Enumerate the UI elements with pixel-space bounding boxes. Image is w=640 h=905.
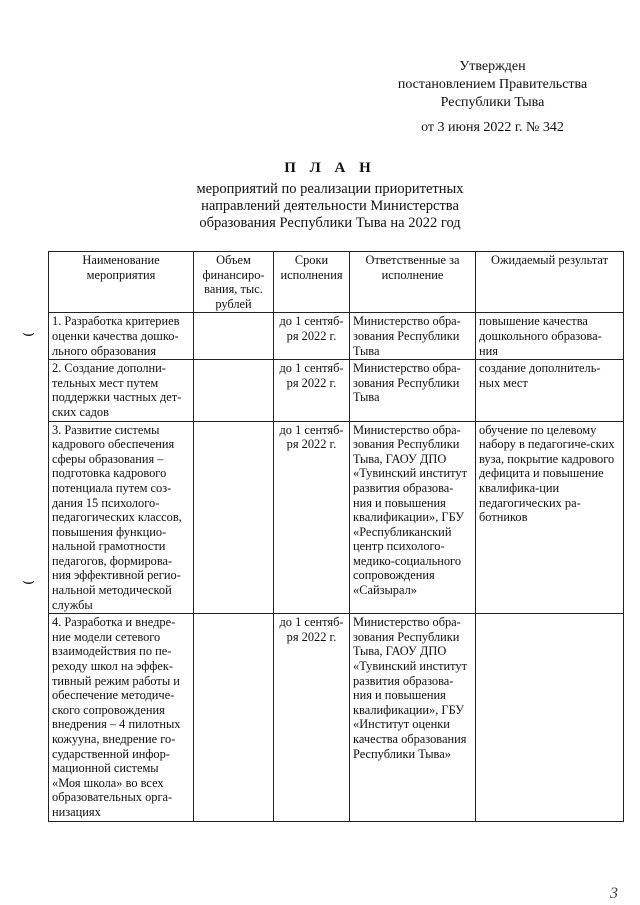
plan-heading xyxy=(140,160,520,232)
plan-subtitle-line-3: образования Республики Тыва на 2022 год xyxy=(199,215,461,231)
plan-table xyxy=(48,251,624,822)
header-result: Ожидаемый результат xyxy=(476,252,624,313)
cell-deadline: до 1 сентяб-ря 2022 г. xyxy=(274,360,350,421)
approval-line-2: постановлением Правительства xyxy=(397,77,588,92)
page-number: 3 xyxy=(610,885,618,902)
cell-deadline: до 1 сентяб-ря 2022 г. xyxy=(274,313,350,360)
table-header-row xyxy=(49,252,624,313)
cell-responsible: Министерство обра-зования Республики Тыва xyxy=(350,313,476,360)
plan-subtitle-line-2: направлений деятельности Министерства xyxy=(201,198,459,214)
header-responsible: Ответственные за исполнение xyxy=(350,252,476,313)
approval-block xyxy=(380,58,605,137)
cell-result: обучение по целевому набору в педагогиче-ских вуза, покрытие кадрового дефицита и повышение квалифика-ции педагогических ра-ботников xyxy=(476,421,624,614)
cell-name: 4. Разработка и внедре-ние модели сетевого взаимодействия по пе-реходу школ на эффек-тивный режим работы и обеспечение методиче-ского сопровождения внедрения – 4 пилотных кожууна, внедрение го-сударственной инфор-мационной системы «Моя школа» во всех образовательных орга-низациях xyxy=(49,614,194,821)
approval-line-3: Республики Тыва xyxy=(440,95,545,110)
cell-name: 2. Создание дополни-тельных мест путем поддержки частных дет-ских садов xyxy=(49,360,194,421)
cell-deadline: до 1 сентяб-ря 2022 г. xyxy=(274,421,350,614)
cell-name: 3. Развитие системы кадрового обеспечения сферы образования – подготовка кадрового потенциала путем соз-дания 15 психолого-педагогических классов, повышения функцио-нальной грамотности педагогов, формирова-ния эффективной регио-нальной методической службы xyxy=(49,421,194,614)
cell-funding xyxy=(194,313,274,360)
cell-responsible: Министерство обра-зования Республики Тыва xyxy=(350,360,476,421)
margin-mark: ⌣ xyxy=(22,570,36,592)
cell-responsible: Министерство обра-зования Республики Тыва, ГАОУ ДПО «Тувинский институт развития образова-ния и повышения квалификации», ГБУ «Республиканский центр психолого-медико-социального сопровождения «Сайзырал» xyxy=(350,421,476,614)
header-deadline: Сроки исполнения xyxy=(274,252,350,313)
plan-subtitle-line-1: мероприятий по реализации приоритетных xyxy=(196,181,464,197)
cell-funding xyxy=(194,421,274,614)
table-row xyxy=(49,360,624,421)
cell-responsible: Министерство обра-зования Республики Тыва, ГАОУ ДПО «Тувинский институт развития образова-ния и повышения квалификации», ГБУ «Институт оценки качества образования Республики Тыва» xyxy=(350,614,476,821)
header-funding: Объем финансиро-вания, тыс. рублей xyxy=(194,252,274,313)
approval-date: от 3 июня 2022 г. № 342 xyxy=(421,120,564,135)
table-row xyxy=(49,313,624,360)
plan-title: П Л А Н xyxy=(284,160,376,176)
cell-funding xyxy=(194,360,274,421)
cell-result xyxy=(476,614,624,821)
cell-result: повышение качества дошкольного образова-ния xyxy=(476,313,624,360)
margin-mark: ⌣ xyxy=(22,322,36,344)
cell-deadline: до 1 сентяб-ря 2022 г. xyxy=(274,614,350,821)
cell-funding xyxy=(194,614,274,821)
header-name: Наименование мероприятия xyxy=(49,252,194,313)
table-row xyxy=(49,614,624,821)
cell-result: создание дополнитель-ных мест xyxy=(476,360,624,421)
cell-name: 1. Разработка критериев оценки качества дошко-льного образования xyxy=(49,313,194,360)
table-row xyxy=(49,421,624,614)
approval-line-1: Утвержден xyxy=(459,59,526,74)
